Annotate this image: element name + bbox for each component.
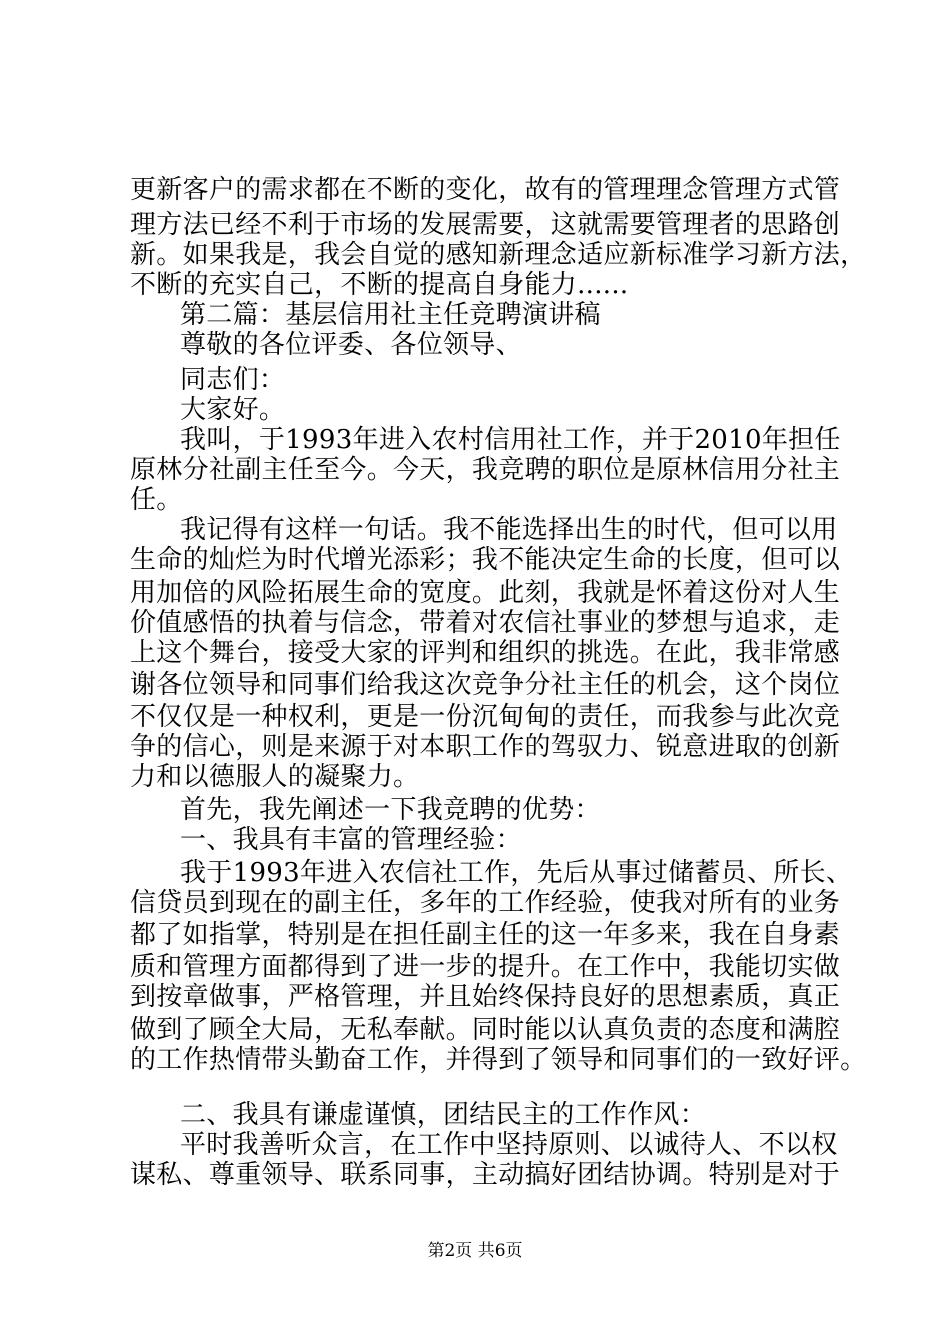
text-line: 信贷员到现在的副主任，多年的工作经验，使我对所有的业务 [130, 888, 841, 918]
section-heading: 二、我具有谦虚谨慎，团结民主的工作作风： [180, 1100, 707, 1130]
text-line: 理方法已经不利于市场的发展需要，这就需要管理者的思路创 [130, 210, 841, 240]
text-line: 同志们： [180, 365, 286, 395]
text-line: 不仅仅是一种权利，更是一份沉甸甸的责任，而我参与此次竞 [130, 702, 841, 732]
text-line: 新。如果我是，我会自觉的感知新理念适应新标准学习新方法， [130, 240, 867, 270]
text-line: 大家好。 [180, 395, 286, 425]
text-line: 上这个舞台，接受大家的评判和组织的挑选。在此，我非常感 [130, 638, 841, 668]
text-line: 我叫，于1993年进入农村信用社工作，并于2010年担任 [180, 425, 841, 455]
text-line: 做到了顾全大局，无私奉献。同时能以认真负责的态度和满腔 [130, 1015, 841, 1045]
text-line: 原林分社副主任至今。今天，我竞聘的职位是原林信用分社主 [130, 455, 841, 485]
text-line: 争的信心，则是来源于对本职工作的驾驭力、锐意进取的创新 [130, 732, 841, 762]
text-line: 用加倍的风险拓展生命的宽度。此刻，我就是怀着这份对人生 [130, 578, 841, 608]
page-number-footer: 第2页 共6页 [427, 1241, 523, 1261]
text-line: 尊敬的各位评委、各位领导、 [180, 330, 522, 360]
text-line: 首先，我先阐述一下我竞聘的优势： [180, 795, 601, 825]
text-line: 不断的充实自己，不断的提高自身能力...... [130, 270, 629, 300]
text-line: 生命的灿烂为时代增光添彩；我不能决定生命的长度，但可以 [130, 545, 841, 575]
text-line: 谋私、尊重领导、联系同事，主动搞好团结协调。特别是对于 [130, 1160, 841, 1190]
text-line: 我于1993年进入农信社工作，先后从事过储蓄员、所长、 [180, 858, 853, 888]
text-line: 平时我善听众言，在工作中坚持原则、以诚待人、不以权 [180, 1130, 838, 1160]
section-heading: 第二篇：基层信用社主任竞聘演讲稿 [180, 300, 601, 330]
text-line: 力和以德服人的凝聚力。 [130, 762, 420, 792]
text-line: 我记得有这样一句话。我不能选择出生的时代，但可以用 [180, 515, 838, 545]
text-line: 到按章做事，严格管理，并且始终保持良好的思想素质，真正 [130, 982, 841, 1012]
text-line: 更新客户的需求都在不断的变化，故有的管理理念管理方式管 [130, 175, 841, 205]
text-line: 质和管理方面都得到了进一步的提升。在工作中，我能切实做 [130, 952, 841, 982]
section-heading: 一、我具有丰富的管理经验： [180, 825, 522, 855]
text-line: 谢各位领导和同事们给我这次竞争分社主任的机会，这个岗位 [130, 670, 841, 700]
text-line: 都了如指掌，特别是在担任副主任的这一年多来，我在自身素 [130, 920, 841, 950]
text-line: 的工作热情带头勤奋工作，并得到了领导和同事们的一致好评。 [130, 1045, 867, 1075]
text-line: 任。 [130, 485, 183, 515]
text-line: 价值感悟的执着与信念，带着对农信社事业的梦想与追求，走 [130, 608, 841, 638]
